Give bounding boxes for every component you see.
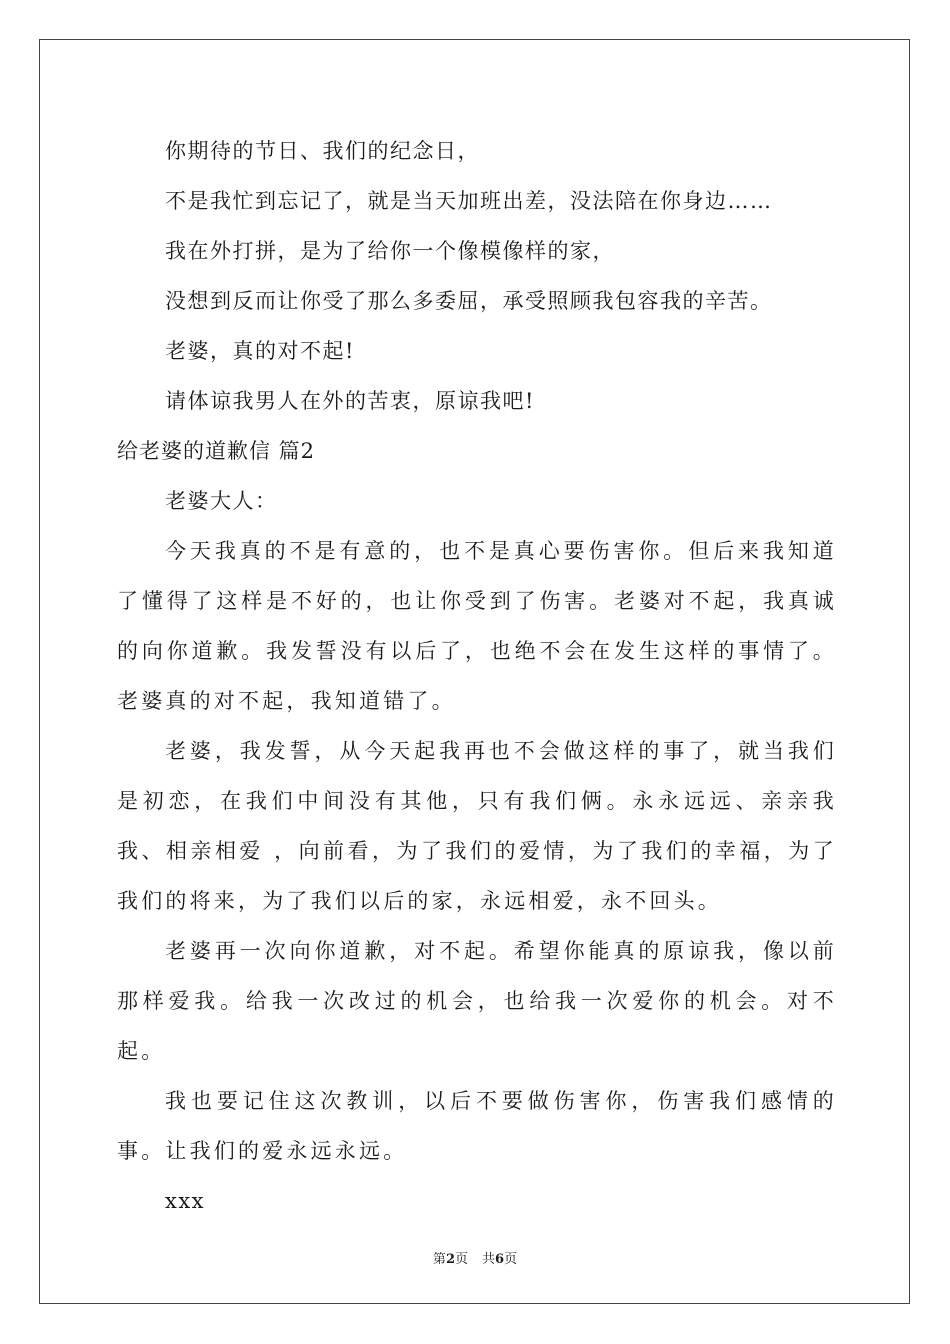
signature: xxx (165, 1189, 206, 1213)
page-number: 2 (445, 1252, 455, 1267)
paragraph: 今天我真的不是有意的，也不是真心要伤害你。但后来我知道了懂得了这样是不好的，也让你受到了伤害。老婆对不起，我真诚的向你道歉。我发誓没有以后了，也绝不会在发生这样的事情了。老婆真的对不起，我知道错了。 (117, 539, 837, 713)
text-line: 请体谅我男人在外的苦衷，原谅我吧! (165, 389, 535, 413)
section-heading: 给老婆的道歉信 篇2 (117, 439, 316, 463)
page-suffix: 页 (454, 1252, 468, 1267)
total-prefix: 共 (482, 1252, 496, 1267)
page-footer (0, 1248, 950, 1267)
paragraph: 老婆，我发誓，从今天起我再也不会做这样的事了，就当我们是初恋，在我们中间没有其他，只有我们俩。永永远远、亲亲我我、相亲相爱 ，向前看，为了我们的爱情，为了我们的幸福，为了我们的将来，为了我们以后的家，永远相爱，永不回头。 (117, 739, 837, 913)
paragraph: 老婆再一次向你道歉，对不起。希望你能真的原谅我，像以前那样爱我。给我一次改过的机会，也给我一次爱你的机会。对不起。 (117, 939, 837, 1063)
text-line: 你期待的节日、我们的纪念日， (165, 139, 480, 163)
total-suffix: 页 (504, 1252, 518, 1267)
text-line: 不是我忙到忘记了，就是当天加班出差，没法陪在你身边…… (165, 189, 773, 213)
salutation: 老婆大人： (165, 489, 278, 513)
text-line: 老婆，真的对不起! (165, 339, 355, 363)
text-line: 我在外打拼，是为了给你一个像模像样的家， (165, 239, 615, 263)
paragraph: 我也要记住这次教训，以后不要做伤害你，伤害我们感情的事。让我们的爱永远永远。 (117, 1089, 837, 1163)
document-body (117, 126, 837, 1226)
page-prefix: 第 (432, 1252, 446, 1267)
total-pages: 6 (495, 1252, 505, 1267)
text-line: 没想到反而让你受了那么多委屈，承受照顾我包容我的辛苦。 (165, 289, 773, 313)
